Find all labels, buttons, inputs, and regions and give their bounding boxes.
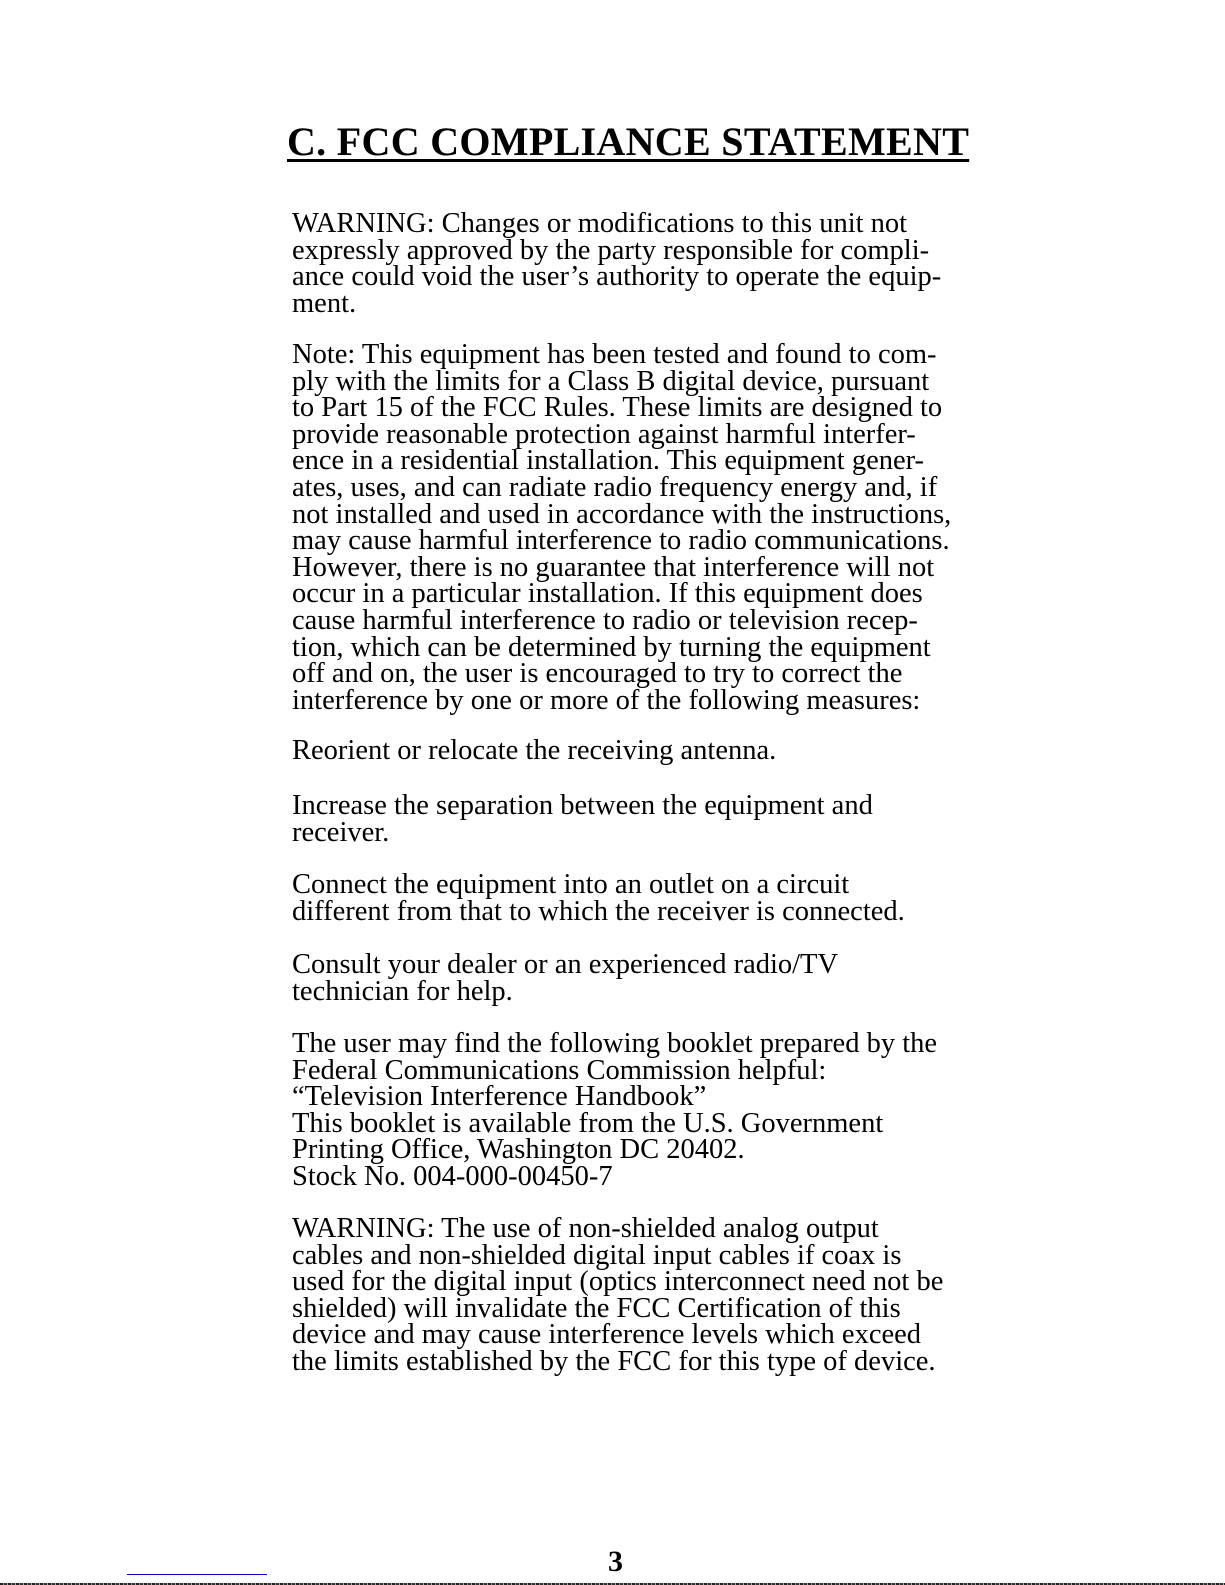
page-number: 3 <box>608 1545 623 1578</box>
paragraph-measure-separation <box>292 790 873 848</box>
text-line: Federal Communications Commission helpful: <box>292 1054 827 1086</box>
text-line: This booklet is available from the U.S. Government <box>292 1107 884 1139</box>
paragraph-measure-outlet <box>292 869 905 927</box>
text-line: The user may find the following booklet prepared by the <box>292 1028 938 1059</box>
paragraph-warning-modifications <box>292 208 942 319</box>
text-line: WARNING: Changes or modifications to this unit not <box>292 208 908 239</box>
text-line: Connect the equipment into an outlet on a circuit <box>292 869 850 900</box>
text-line: However, there is no guarantee that interference will not <box>292 551 935 583</box>
paragraph-warning-cables <box>292 1213 944 1377</box>
page-title: C. FCC COMPLIANCE STATEMENT <box>287 119 970 164</box>
text-line: Stock No. 004-000-00450-7 <box>292 1160 613 1192</box>
text-line: provide reasonable protection against harmful interfer- <box>292 418 916 450</box>
text-line: ance could void the user’s authority to operate the equip- <box>292 261 942 293</box>
text-line: receiver. <box>292 816 390 848</box>
text-line: ates, uses, and can radiate radio frequency energy and, if <box>292 471 938 503</box>
text-line: ence in a residential installation. This equipment gener- <box>292 445 925 477</box>
text-line: tion, which can be determined by turning the equipment <box>292 631 931 663</box>
text-line: technician for help. <box>292 975 513 1007</box>
text-line: different from that to which the receiver is connected. <box>292 895 905 927</box>
scan-artifact-line <box>127 1574 267 1575</box>
text-line: Note: This equipment has been tested and found to com- <box>292 339 937 370</box>
text-line: interference by one or more of the following measures: <box>292 684 921 716</box>
text-line: Reorient or relocate the receiving antenna. <box>292 735 777 766</box>
text-line: occur in a particular installation. If this equipment does <box>292 578 923 610</box>
text-line: to Part 15 of the FCC Rules. These limits are designed to <box>292 392 943 424</box>
text-line: cause harmful interference to radio or television recep- <box>292 604 918 636</box>
text-line: ply with the limits for a Class B digital device, pursuant <box>292 365 930 397</box>
text-line: the limits established by the FCC for this type of device. <box>292 1345 936 1377</box>
text-line: not installed and used in accordance with the instructions, <box>292 498 952 530</box>
text-line: used for the digital input (optics interconnect need not be <box>292 1266 944 1298</box>
text-line: expressly approved by the party responsible for compli- <box>292 234 930 266</box>
text-line: Increase the separation between the equipment and <box>292 790 873 821</box>
paragraph-measure-consult <box>292 949 839 1007</box>
paragraph-booklet <box>292 1028 938 1192</box>
text-line: off and on, the user is encouraged to try to correct the <box>292 658 903 690</box>
paragraph-measure-reorient <box>292 735 777 766</box>
text-line: cables and non-shielded digital input cables if coax is <box>292 1239 902 1271</box>
text-line: ment. <box>292 287 357 319</box>
text-line: “Television Interference Handbook” <box>292 1081 707 1113</box>
text-line: Consult your dealer or an experienced radio/TV <box>292 949 839 980</box>
text-line: may cause harmful interference to radio communications. <box>292 525 950 557</box>
text-line: WARNING: The use of non-shielded analog output <box>292 1213 879 1244</box>
text-line: Printing Office, Washington DC 20402. <box>292 1134 745 1166</box>
text-line: device and may cause interference levels which exceed <box>292 1319 922 1351</box>
text-line: shielded) will invalidate the FCC Certification of this <box>292 1292 901 1324</box>
paragraph-note <box>292 339 952 716</box>
